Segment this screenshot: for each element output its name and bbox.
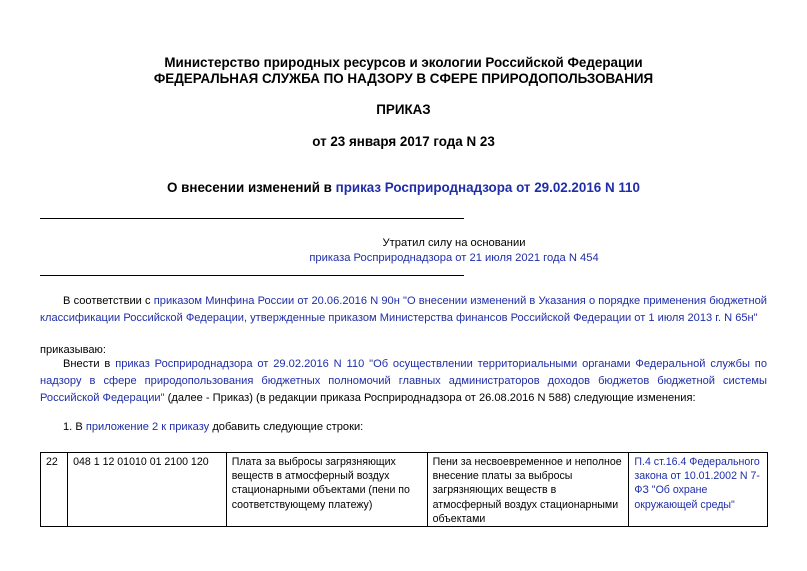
cell-name: Плата за выбросы загрязняющих веществ в атмосферный воздух стационарными объектами (пени по соответствующему платежу) xyxy=(226,453,427,527)
status-note-link[interactable]: приказа Росприроднадзора от 21 июля 2021 года N 454 xyxy=(309,252,599,264)
document-date-number: от 23 января 2017 года N 23 xyxy=(312,134,495,149)
subject-link[interactable]: приказ Росприроднадзора от 29.02.2016 N 110 xyxy=(335,180,640,195)
paragraph-basis xyxy=(40,293,767,327)
document-subject xyxy=(0,180,807,195)
order-word: приказываю: xyxy=(40,344,106,356)
item-1 xyxy=(63,419,363,436)
cell-description: Пени за несвоевременное и неполное внесение платы за выбросы загрязняющих веществ в атмосферный воздух стационарными объектами xyxy=(427,453,629,527)
status-note-line1: Утратил силу на основании xyxy=(382,237,526,249)
basis-link[interactable]: приказом Минфина России от 20.06.2016 N 90н "О внесении изменений в Указания о порядке применения бюджетной классификации Российской Федерации, утвержденные приказом Министерства финансов Российской Федерации от 1 июля 2013 г. N 65н" xyxy=(40,295,767,324)
cell-number: 22 xyxy=(41,453,68,527)
amendment-table xyxy=(40,452,768,527)
table-row xyxy=(41,453,768,527)
amend-prefix: Внести в xyxy=(63,358,116,370)
document-type: ПРИКАЗ xyxy=(376,102,431,117)
amend-link[interactable]: приказ Росприроднадзора от 29.02.2016 N 110 "Об осуществлении территориальными органами Федеральной службы по надзору в сфере природопользования бюджетных полномочий главных администраторов доходов бюджетов бюджетной системы Российской Федерации" xyxy=(40,358,767,404)
item1-prefix: 1. В xyxy=(63,421,86,433)
divider-top xyxy=(40,218,464,219)
ministry-title: Министерство природных ресурсов и экологии Российской Федерации xyxy=(164,55,643,70)
cell-basis-link[interactable]: П.4 ст.16.4 Федерального закона от 10.01.2002 N 7-ФЗ "Об охране окружающей среды" xyxy=(629,453,768,527)
divider-bottom xyxy=(40,275,464,276)
item1-suffix: добавить следующие строки: xyxy=(209,421,364,433)
paragraph-amend xyxy=(40,356,767,407)
service-title: ФЕДЕРАЛЬНАЯ СЛУЖБА ПО НАДЗОРУ В СФЕРЕ ПРИРОДОПОЛЬЗОВАНИЯ xyxy=(153,71,654,86)
amend-suffix: (далее - Приказ) (в редакции приказа Росприроднадзора от 26.08.2016 N 588) следующие изменения: xyxy=(164,392,696,404)
cell-code: 048 1 12 01010 01 2100 120 xyxy=(68,453,227,527)
subject-prefix: О внесении изменений в xyxy=(167,180,336,195)
item1-link[interactable]: приложение 2 к приказу xyxy=(85,421,210,433)
basis-prefix: В соответствии с xyxy=(63,295,154,307)
